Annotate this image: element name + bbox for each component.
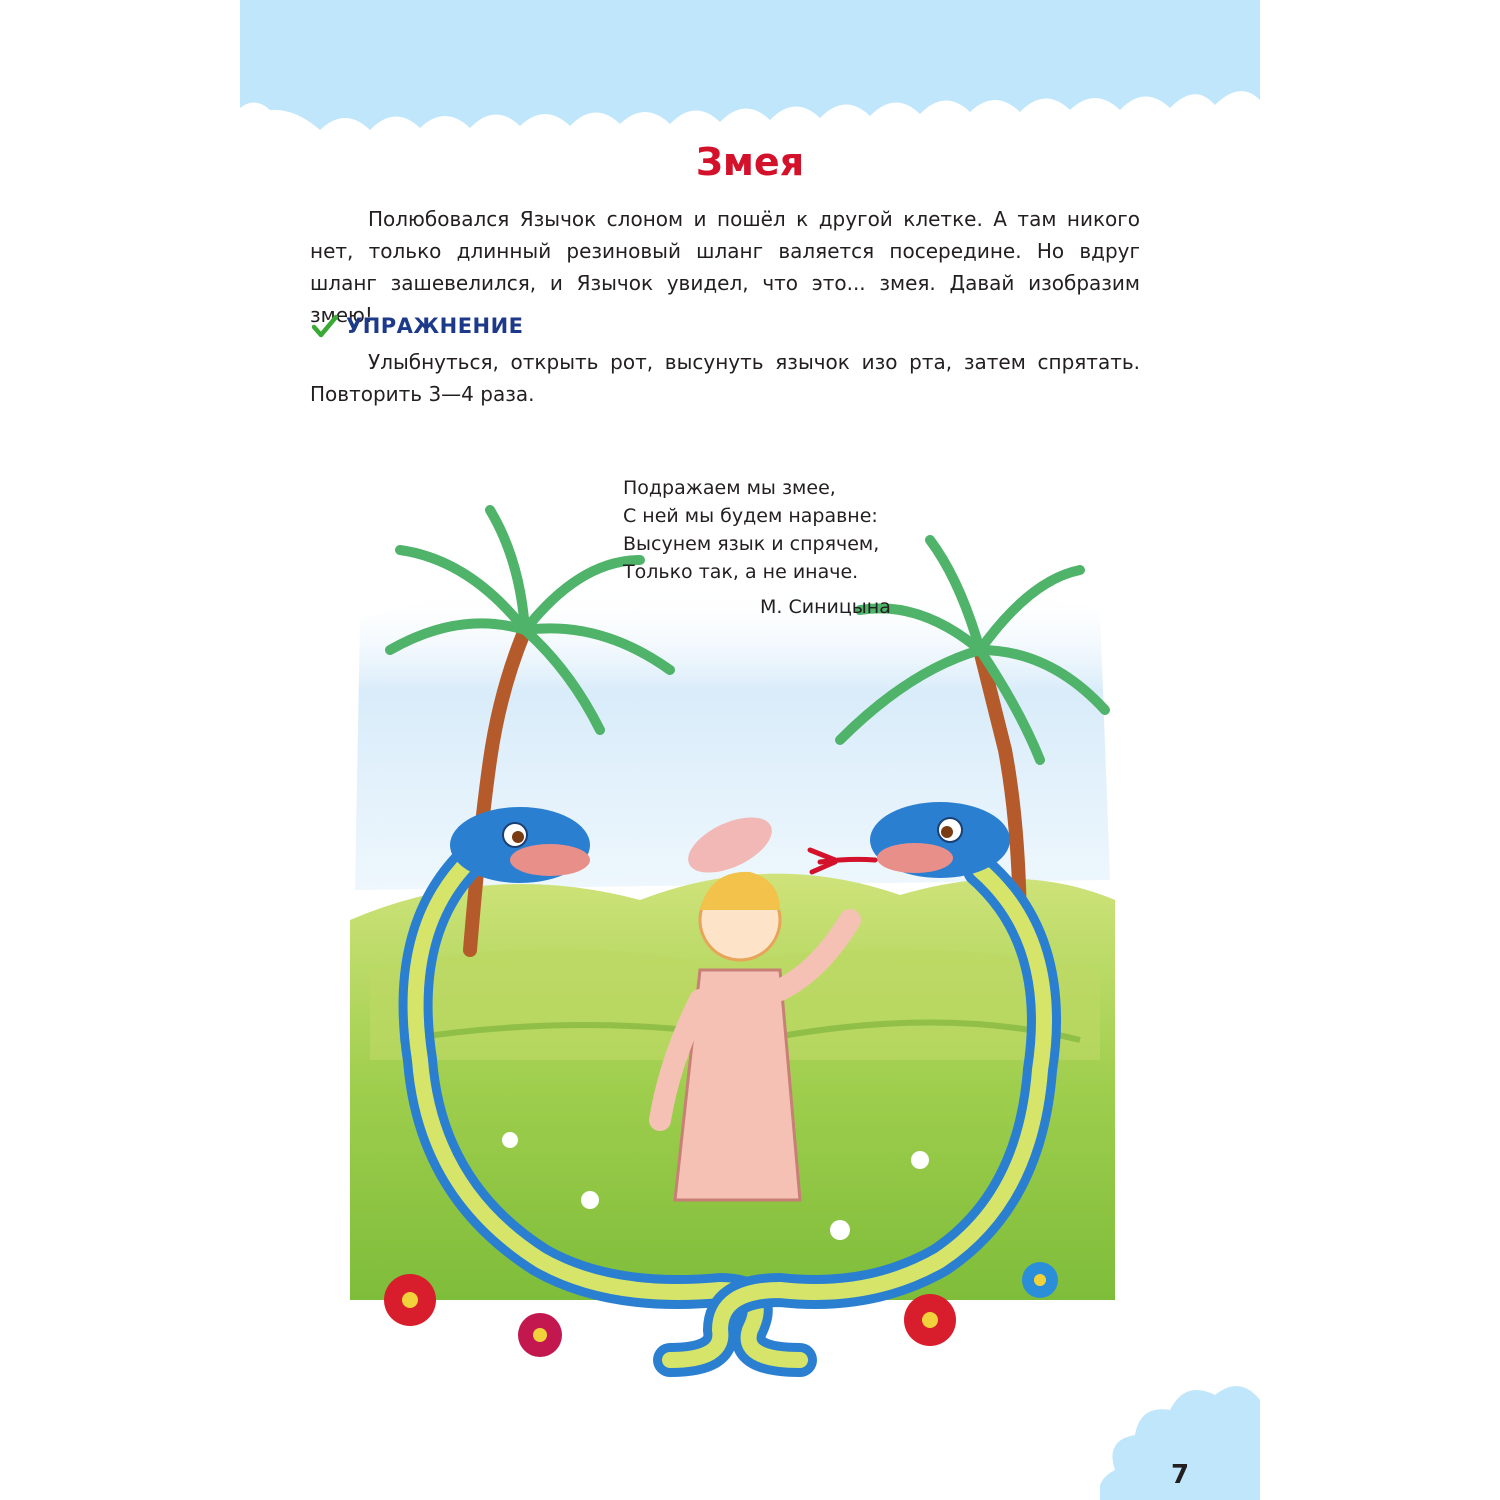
story-paragraph: Полюбовался Язычок слоном и пошёл к другой клетке. А там никого нет, только длинный резиновый шланг валяется посередине. Но вдруг шланг зашевелился, и Язычок увидел, что это... змея. Давай изобразим змею! (310, 207, 1140, 327)
exercise-heading (312, 314, 524, 338)
page-number: 7 (1170, 1460, 1190, 1490)
exercise-text: Улыбнуться, открыть рот, высунуть язычок изо рта, затем спрятать. Повторить 3—4 раза. (310, 350, 1140, 406)
cloud-header-decoration (240, 0, 1260, 140)
exercise-label: УПРАЖНЕНИЕ (346, 314, 524, 338)
poem-line: Только так, а не иначе. (623, 561, 859, 583)
poem-line: Высунем язык и спрячем, (623, 533, 880, 555)
checkmark-icon (312, 314, 338, 338)
poem-line: Подражаем мы змее, (623, 477, 836, 499)
book-page (240, 0, 1260, 1500)
snake-illustration (340, 500, 1120, 1380)
poem-author: М. Синицына (760, 596, 891, 618)
page-title: Змея (695, 140, 805, 184)
poem-line: С ней мы будем наравне: (623, 505, 878, 527)
poem (623, 474, 923, 586)
